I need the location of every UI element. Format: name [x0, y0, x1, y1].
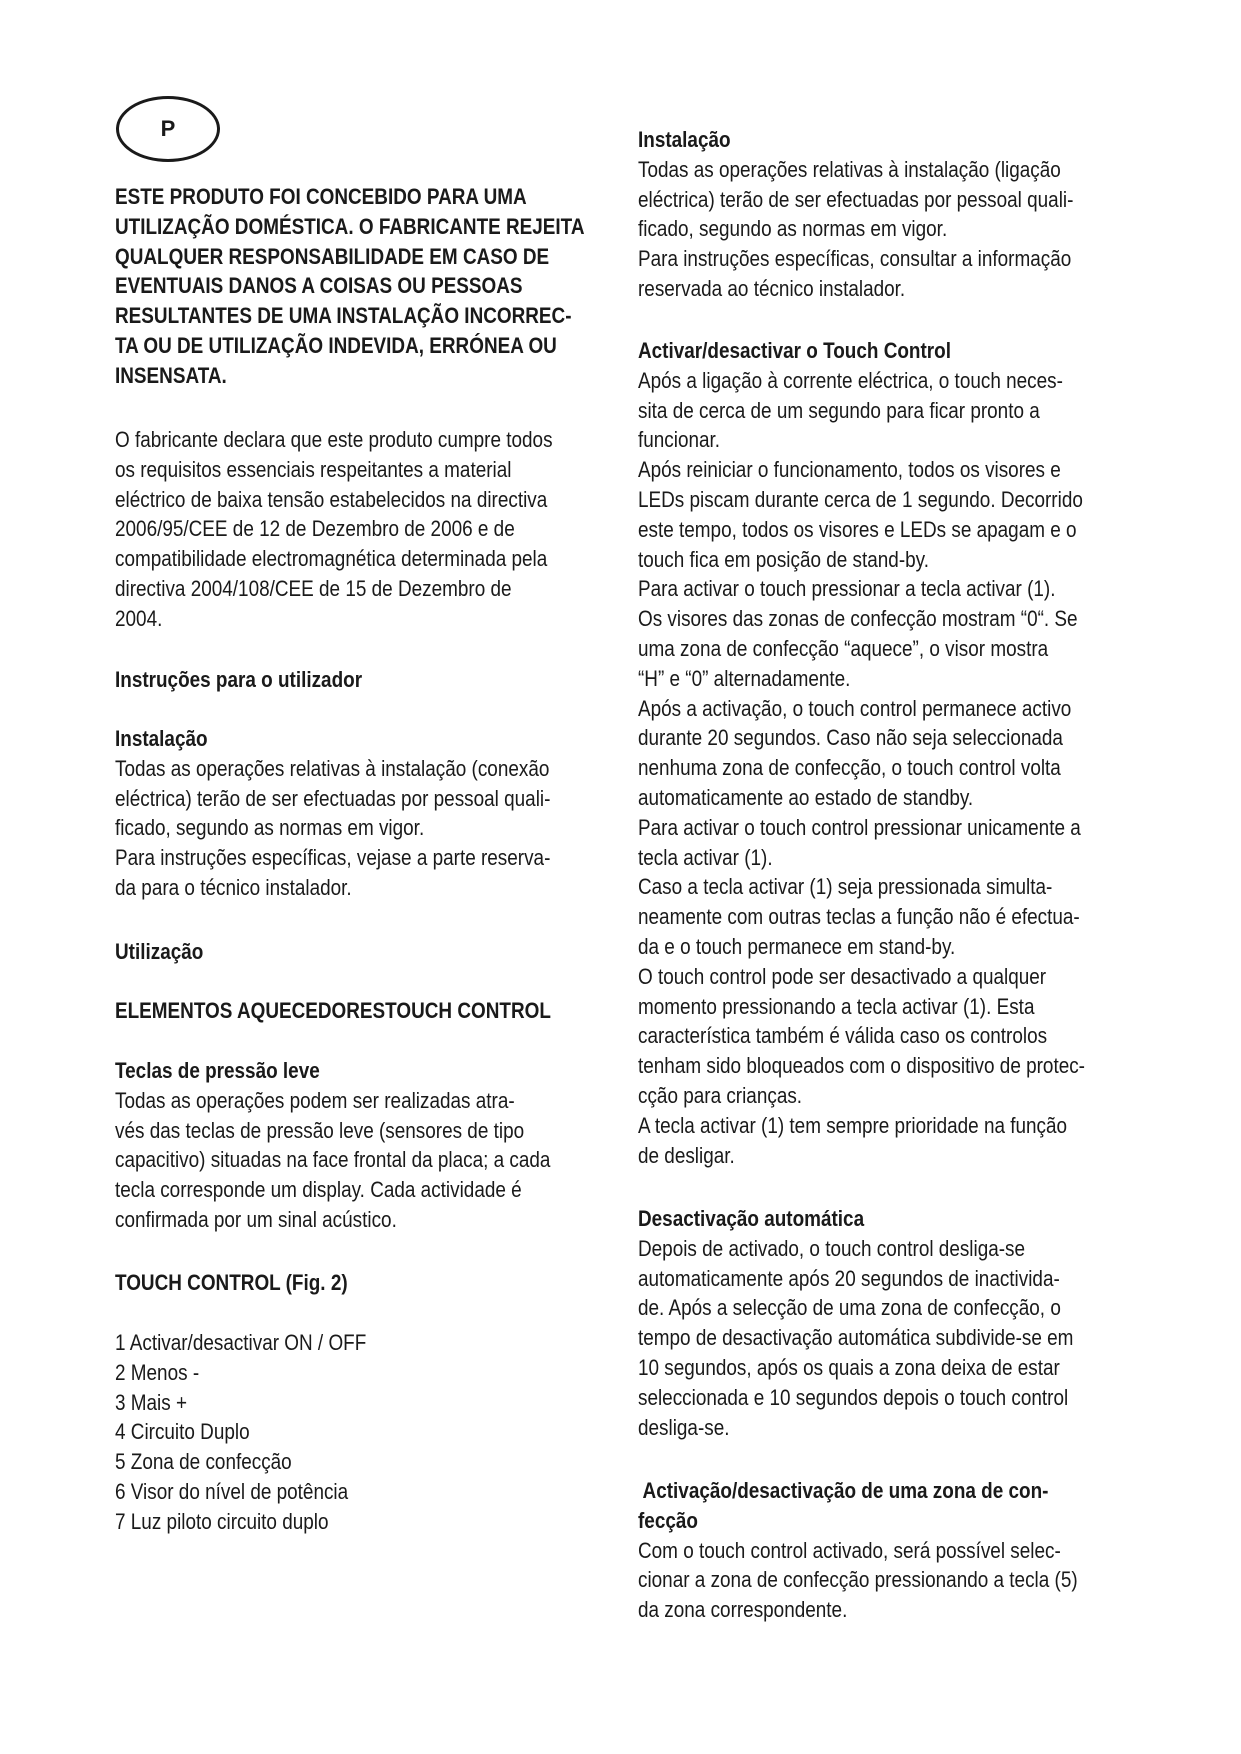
legend-item: 7 Luz piloto circuito duplo	[115, 1508, 329, 1534]
declaration-line: os requisitos essenciais respeitantes a material	[115, 456, 512, 482]
activate-line: automaticamente ao estado de standby.	[638, 784, 974, 810]
activate-line: Caso a tecla activar (1) seja pressionada simulta-	[638, 874, 1053, 900]
activate-heading: Activar/desactivar o Touch Control	[638, 338, 951, 363]
keys-section	[115, 1056, 614, 1235]
auto-off-line: 10 segundos, após os quais a zona deixa de estar	[638, 1354, 1060, 1380]
usage-heading: Utilização	[115, 939, 204, 964]
auto-off-line: de. Após a selecção de uma zona de confecção, o	[638, 1295, 1061, 1321]
warning-line: EVENTUAIS DANOS A COISAS OU PESSOAS	[115, 273, 523, 299]
activate-section	[638, 336, 1137, 1170]
activate-line: cção para crianças.	[638, 1082, 803, 1108]
installation-line: Todas as operações relativas à instalação (ligação	[638, 156, 1061, 182]
installation-line: ficado, segundo as normas em vigor.	[115, 815, 425, 841]
warning-line: TA OU DE UTILIZAÇÃO INDEVIDA, ERRÓNEA OU	[115, 332, 557, 358]
declaration-line: 2004.	[115, 605, 163, 631]
activate-line: Após a ligação à corrente eléctrica, o touch neces-	[638, 367, 1063, 393]
activate-line: A tecla activar (1) tem sempre prioridade na função	[638, 1112, 1068, 1138]
installation-heading: Instalação	[638, 127, 731, 152]
auto-off-heading: Desactivação automática	[638, 1206, 865, 1231]
activate-line: sita de cerca de um segundo para ficar pronto a	[638, 397, 1040, 423]
activate-line: Para activar o touch control pressionar unicamente a	[638, 814, 1081, 840]
auto-off-line: desliga-se.	[638, 1414, 730, 1440]
language-badge	[116, 96, 220, 162]
keys-line: tecla corresponde um display. Cada actividade é	[115, 1177, 522, 1203]
activate-line: neamente com outras teclas a função não é efectua-	[638, 904, 1080, 930]
legend-item: 4 Circuito Duplo	[115, 1419, 250, 1445]
installation-line: eléctrica) terão de ser efectuadas por pessoal quali-	[638, 186, 1074, 212]
declaration-line: eléctrico de baixa tensão estabelecidos na directiva	[115, 486, 548, 512]
installation-line: eléctrica) terão de ser efectuadas por pessoal quali-	[115, 785, 551, 811]
zone-section	[638, 1476, 1137, 1625]
activate-line: tenham sido bloqueados com o dispositivo de protec-	[638, 1053, 1085, 1079]
activate-line: Os visores das zonas de confecção mostram “0“. Se	[638, 606, 1078, 632]
installation-line: ficado, segundo as normas em vigor.	[638, 216, 948, 242]
installation-line: Para instruções específicas, vejase a parte reserva-	[115, 845, 551, 871]
keys-line: vés das teclas de pressão leve (sensores de tipo	[115, 1117, 525, 1143]
installation-line: da para o técnico instalador.	[115, 874, 352, 900]
declaration-line: compatibilidade electromagnética determinada pela	[115, 546, 548, 572]
user-instructions-heading: Instruções para o utilizador	[115, 667, 363, 692]
auto-off-line: automaticamente após 20 segundos de inactivida-	[638, 1265, 1060, 1291]
zone-line: Com o touch control activado, será possível selec-	[638, 1537, 1061, 1563]
auto-off-line: seleccionada e 10 segundos depois o touch control	[638, 1384, 1069, 1410]
activate-line: funcionar.	[638, 427, 721, 453]
elements-heading: ELEMENTOS AQUECEDORESTOUCH CONTROL	[115, 998, 551, 1023]
zone-line: da zona correspondente.	[638, 1597, 848, 1623]
declaration-line: directiva 2004/108/CEE de 15 de Dezembro de	[115, 575, 512, 601]
activate-line: característica também é válida caso os controlos	[638, 1023, 1048, 1049]
auto-off-section	[638, 1204, 1137, 1442]
auto-off-line: Depois de activado, o touch control desliga-se	[638, 1235, 1026, 1261]
activate-line: Após reiniciar o funcionamento, todos os visores e	[638, 457, 1061, 483]
legend-item: 3 Mais +	[115, 1389, 188, 1415]
legend-item: 1 Activar/desactivar ON / OFF	[115, 1330, 367, 1355]
installation-line: Todas as operações relativas à instalação (conexão	[115, 755, 550, 781]
warning-line: RESULTANTES DE UMA INSTALAÇÃO INCORREC-	[115, 303, 572, 329]
keys-line: Todas as operações podem ser realizadas atra-	[115, 1087, 515, 1113]
activate-line: LEDs piscam durante cerca de 1 segundo. Decorrido	[638, 486, 1083, 512]
activate-line: da e o touch permanece em stand-by.	[638, 933, 956, 959]
activate-line: tecla activar (1).	[638, 844, 773, 870]
auto-off-line: tempo de desactivação automática subdivide-se em	[638, 1325, 1074, 1351]
language-badge-label: P	[160, 116, 176, 141]
safety-warning	[115, 182, 614, 391]
zone-line: cionar a zona de confecção pressionando a tecla (5)	[638, 1567, 1078, 1593]
touch-control-heading: TOUCH CONTROL (Fig. 2)	[115, 1270, 348, 1295]
keys-line: capacitivo) situadas na face frontal da placa; a cada	[115, 1147, 551, 1173]
warning-line: QUALQUER RESPONSABILIDADE EM CASO DE	[115, 243, 550, 269]
declaration-line: O fabricante declara que este produto cumpre todos	[115, 427, 553, 452]
zone-heading-line: Activação/desactivação de uma zona de con-	[638, 1478, 1049, 1503]
installation-heading: Instalação	[115, 726, 208, 751]
activate-line: “H” e “0” alternadamente.	[638, 665, 851, 691]
installation-section-right	[638, 125, 1137, 304]
legend-item: 2 Menos -	[115, 1359, 200, 1385]
legend-item: 6 Visor do nível de potência	[115, 1478, 349, 1504]
compliance-declaration	[115, 425, 614, 634]
activate-line: uma zona de confecção “aquece”, o visor mostra	[638, 635, 1049, 661]
installation-line: reservada ao técnico instalador.	[638, 275, 906, 301]
activate-line: de desligar.	[638, 1142, 735, 1168]
warning-line: ESTE PRODUTO FOI CONCEBIDO PARA UMA	[115, 184, 527, 209]
installation-section-left	[115, 724, 614, 903]
activate-line: este tempo, todos os visores e LEDs se apagam e o	[638, 516, 1077, 542]
touch-control-legend	[115, 1328, 614, 1537]
warning-line: INSENSATA.	[115, 362, 227, 388]
activate-line: Para activar o touch pressionar a tecla activar (1).	[638, 576, 1056, 602]
declaration-line: 2006/95/CEE de 12 de Dezembro de 2006 e de	[115, 516, 515, 542]
installation-line: Para instruções específicas, consultar a informação	[638, 246, 1072, 272]
activate-line: touch fica em posição de stand-by.	[638, 546, 929, 572]
activate-line: momento pressionando a tecla activar (1). Esta	[638, 993, 1035, 1019]
activate-line: durante 20 segundos. Caso não seja seleccionada	[638, 725, 1063, 751]
legend-item: 5 Zona de confecção	[115, 1449, 292, 1475]
warning-line: UTILIZAÇÃO DOMÉSTICA. O FABRICANTE REJEITA	[115, 213, 585, 239]
activate-line: Após a activação, o touch control permanece activo	[638, 695, 1072, 721]
keys-line: confirmada por um sinal acústico.	[115, 1206, 397, 1232]
zone-heading-line: fecção	[638, 1507, 698, 1533]
activate-line: nenhuma zona de confecção, o touch control volta	[638, 755, 1061, 781]
activate-line: O touch control pode ser desactivado a qualquer	[638, 963, 1047, 989]
keys-heading: Teclas de pressão leve	[115, 1058, 320, 1083]
